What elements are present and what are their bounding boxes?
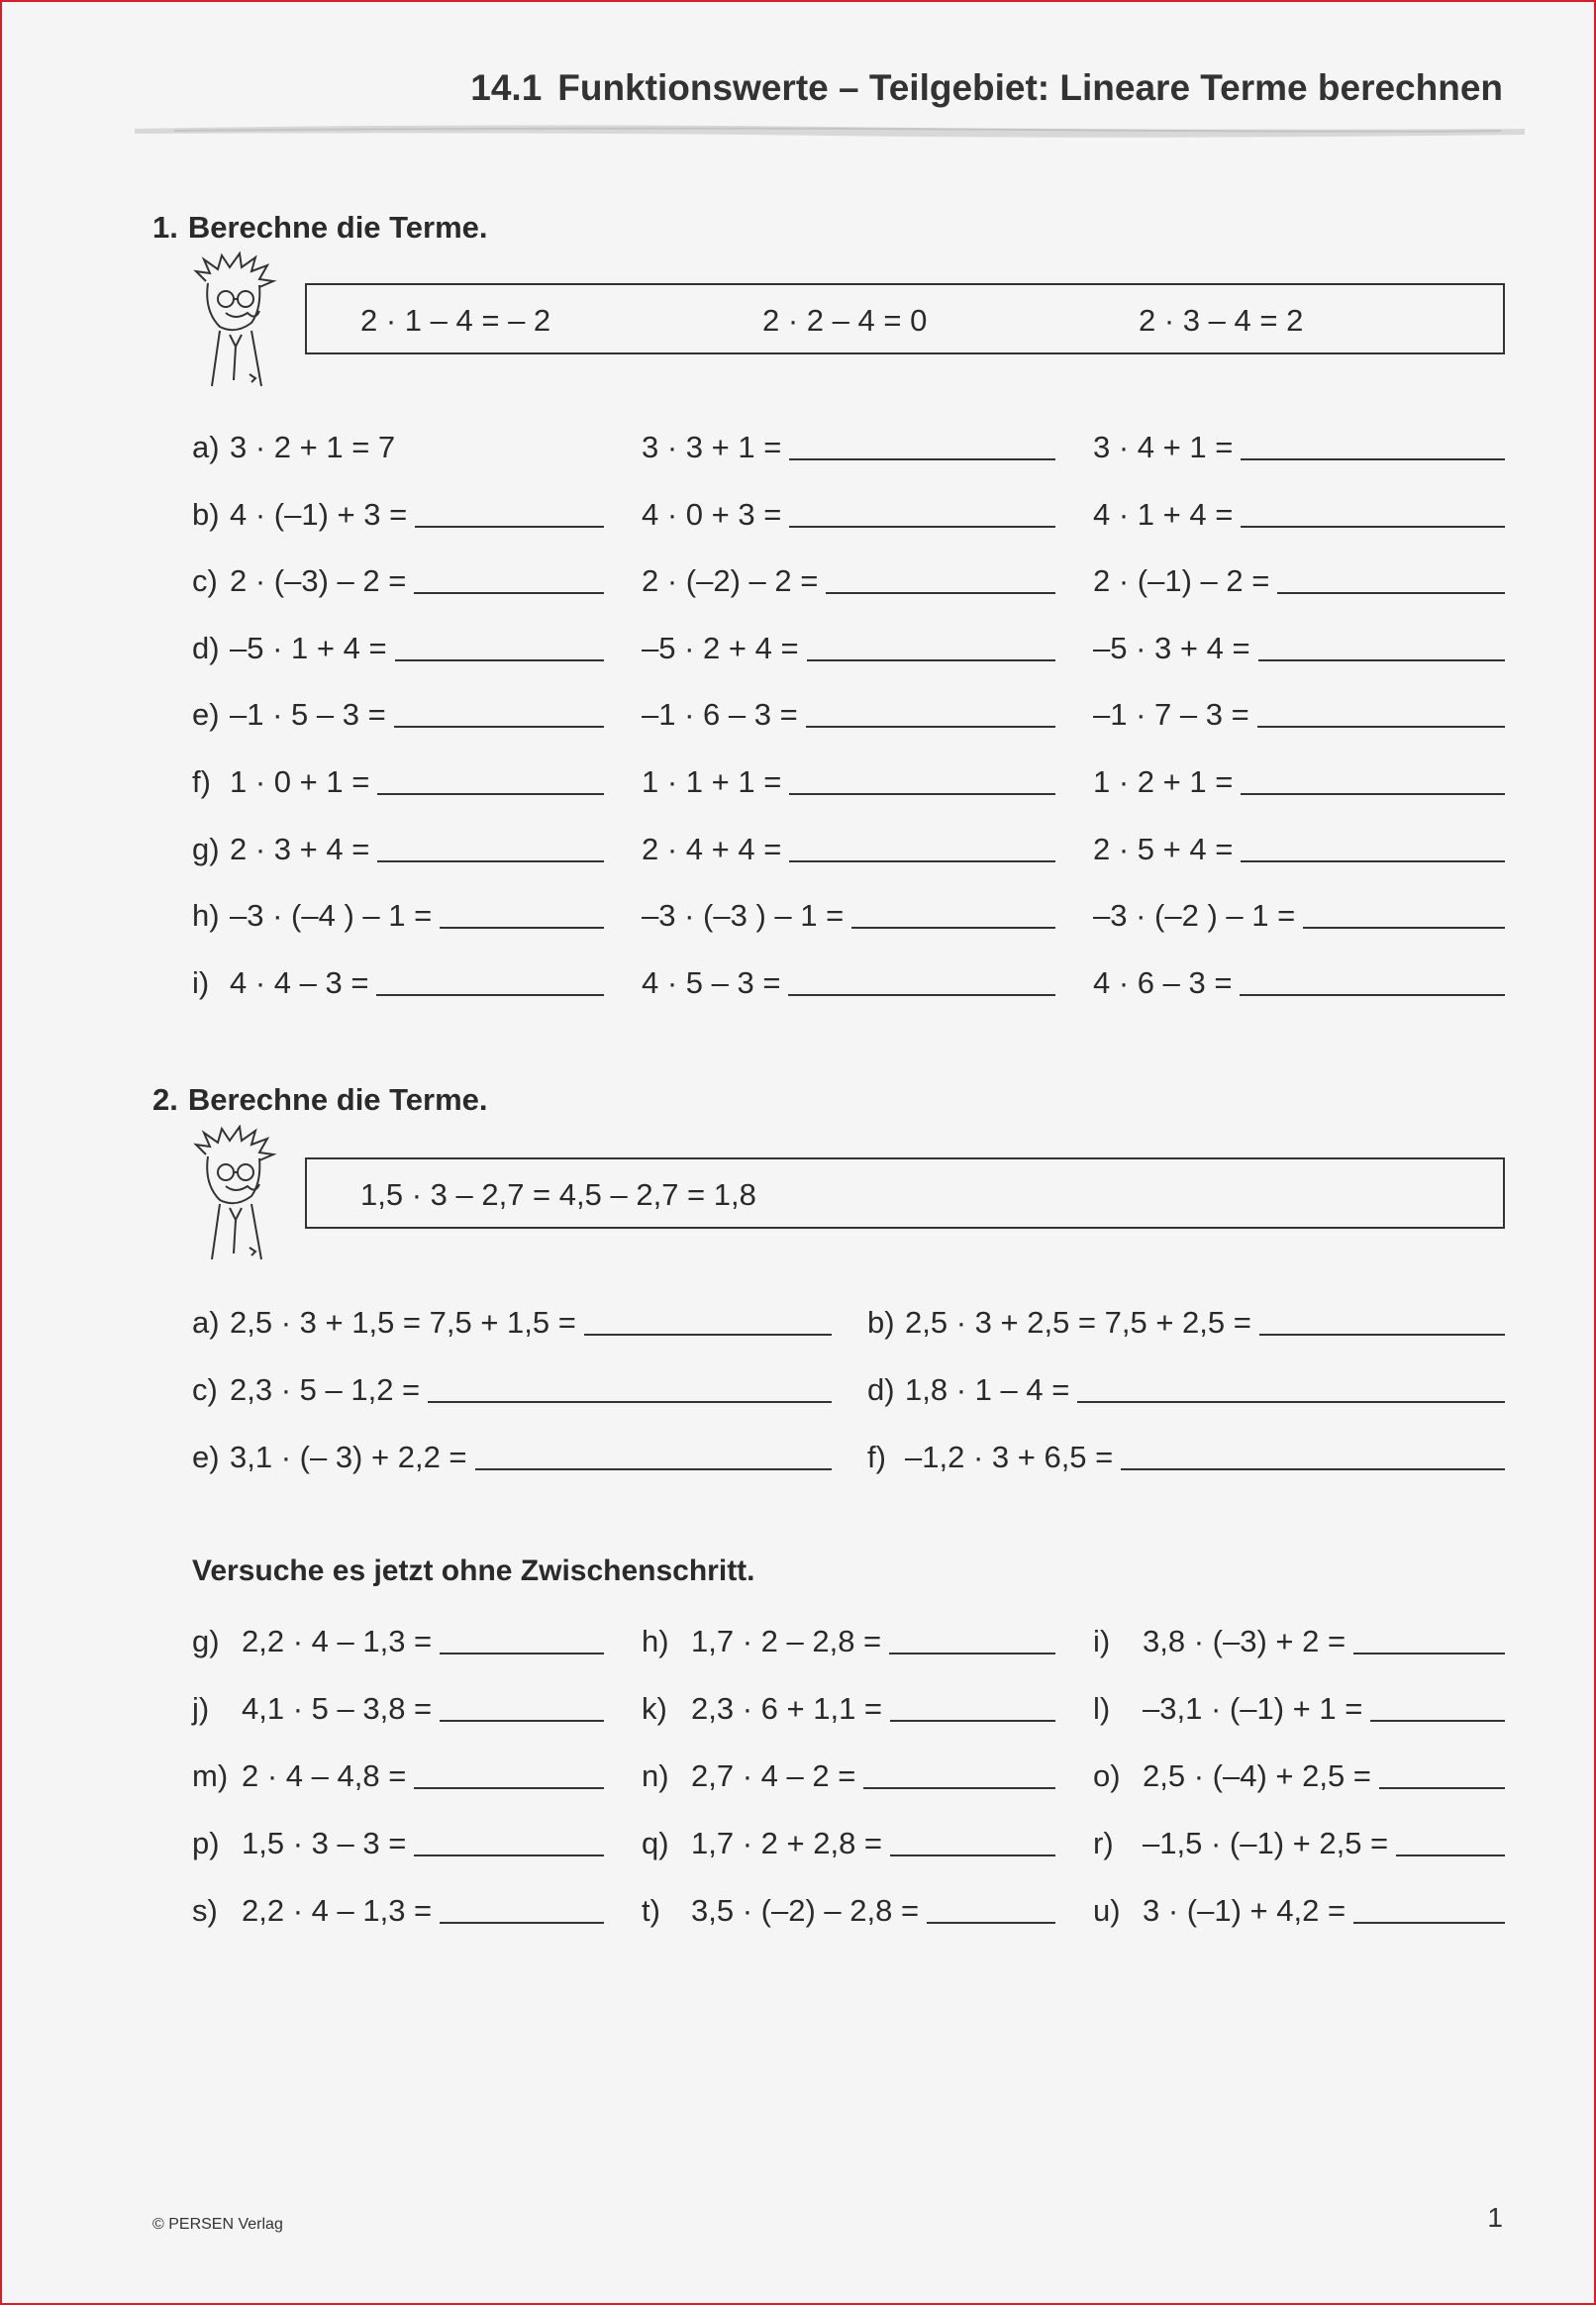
answer-blank[interactable] bbox=[1379, 1786, 1505, 1789]
exercise-label: g) bbox=[192, 831, 220, 866]
answer-blank[interactable] bbox=[1240, 993, 1505, 996]
answer-blank[interactable] bbox=[1370, 1719, 1505, 1722]
exercise-term: 1,8 · 1 – 4 = bbox=[905, 1372, 1070, 1407]
exercise-term: 3,1 · (– 3) + 2,2 = bbox=[230, 1440, 467, 1474]
exercise-term: 2,5 · 3 + 2,5 = 7,5 + 2,5 = bbox=[905, 1305, 1251, 1340]
exercise-1-8-0 bbox=[192, 961, 604, 1001]
exercise-3-2-1 bbox=[642, 1754, 1055, 1794]
exercise-term: 2 · (–1) – 2 = bbox=[1093, 563, 1270, 599]
section-number: 14.1 bbox=[470, 67, 543, 108]
example-box-1 bbox=[305, 283, 1505, 354]
exercise-term: 2,2 · 4 – 1,3 = bbox=[242, 1624, 433, 1658]
exercise-3-1-1 bbox=[642, 1687, 1055, 1727]
answer-blank[interactable] bbox=[1241, 457, 1505, 460]
answer-blank[interactable] bbox=[377, 859, 604, 862]
exercise-term: 2 · (–3) – 2 = bbox=[230, 563, 407, 599]
exercise-term: 1,7 · 2 + 2,8 = bbox=[691, 1826, 883, 1860]
exercise-label: g) bbox=[192, 1624, 220, 1658]
exercise-term: 2 · 4 + 4 = bbox=[642, 831, 782, 866]
exercise-term: 3 · 2 + 1 = 7 bbox=[230, 430, 396, 464]
answer-blank[interactable] bbox=[414, 591, 604, 594]
exercise-term: 3,8 · (–3) + 2 = bbox=[1143, 1624, 1347, 1658]
exercise-label: f) bbox=[192, 764, 211, 799]
exercise-1-3-2 bbox=[1093, 627, 1505, 666]
answer-blank[interactable] bbox=[395, 658, 604, 661]
exercise-label: s) bbox=[192, 1893, 218, 1928]
exercise-1-4-2 bbox=[1093, 693, 1505, 733]
exercise-1-7-2 bbox=[1093, 894, 1505, 934]
exercise-1-8-2 bbox=[1093, 961, 1505, 1001]
exercise-1-1-2 bbox=[1093, 493, 1505, 533]
exercise-label: k) bbox=[642, 1691, 667, 1726]
answer-blank[interactable] bbox=[789, 457, 1055, 460]
example-1b: 2 · 2 – 4 = 0 bbox=[762, 303, 928, 338]
exercise-label: b) bbox=[192, 496, 220, 532]
answer-blank[interactable] bbox=[789, 792, 1055, 795]
exercise-label: i) bbox=[1093, 1624, 1111, 1658]
exercise-1-5-1 bbox=[642, 760, 1055, 800]
answer-blank[interactable] bbox=[826, 591, 1055, 594]
answer-blank[interactable] bbox=[1257, 725, 1505, 728]
exercise-label: h) bbox=[642, 1624, 669, 1658]
answer-blank[interactable] bbox=[789, 525, 1055, 528]
answer-blank[interactable] bbox=[889, 1652, 1055, 1654]
answer-blank[interactable] bbox=[428, 1400, 832, 1403]
exercise-3-0-1 bbox=[642, 1620, 1055, 1659]
exercise-2-0-0 bbox=[192, 1301, 832, 1341]
answer-blank[interactable] bbox=[1396, 1854, 1505, 1856]
exercise-1-7-0 bbox=[192, 894, 604, 934]
answer-blank[interactable] bbox=[584, 1333, 832, 1336]
exercise-term: 2,7 · 4 – 2 = bbox=[691, 1758, 856, 1793]
answer-blank[interactable] bbox=[475, 1467, 832, 1470]
exercise-3-0-0 bbox=[192, 1620, 604, 1659]
exercise-1-6-2 bbox=[1093, 828, 1505, 867]
exercise-term: –3,1 · (–1) + 1 = bbox=[1143, 1691, 1363, 1726]
exercise-label: d) bbox=[192, 630, 220, 665]
exercise-1-3-1 bbox=[642, 627, 1055, 666]
exercise-3-4-2 bbox=[1093, 1889, 1505, 1929]
exercise-label: t) bbox=[642, 1893, 660, 1928]
exercise-1-8-1 bbox=[642, 961, 1055, 1001]
exercise-1-3-0 bbox=[192, 627, 604, 666]
exercise-term: 2,5 · 3 + 1,5 = 7,5 + 1,5 = bbox=[230, 1305, 576, 1340]
exercise-term: 1 · 0 + 1 = bbox=[230, 764, 370, 799]
answer-blank[interactable] bbox=[1241, 792, 1505, 795]
answer-blank[interactable] bbox=[1277, 591, 1505, 594]
example-1a: 2 · 1 – 4 = – 2 bbox=[360, 303, 551, 338]
exercise-term: 2,5 · (–4) + 2,5 = bbox=[1143, 1758, 1371, 1793]
exercise-term: 4 · 4 – 3 = bbox=[230, 964, 369, 1000]
answer-blank[interactable] bbox=[1241, 859, 1505, 862]
exercise-label: d) bbox=[867, 1372, 895, 1407]
answer-blank[interactable] bbox=[414, 1786, 604, 1789]
exercise-label: i) bbox=[192, 964, 210, 1000]
page-header bbox=[470, 67, 1503, 109]
exercise-2-1-0 bbox=[192, 1368, 832, 1408]
exercise-3-4-0 bbox=[192, 1889, 604, 1929]
exercise-3-2-0 bbox=[192, 1754, 604, 1794]
answer-blank[interactable] bbox=[863, 1786, 1055, 1789]
exercise-term: 2 · 5 + 4 = bbox=[1093, 831, 1234, 866]
exercise-term: 1,5 · 3 – 3 = bbox=[242, 1826, 407, 1860]
example-box-2 bbox=[305, 1157, 1505, 1229]
exercise-label: a) bbox=[192, 1305, 220, 1340]
exercise-term: 1 · 1 + 1 = bbox=[642, 764, 782, 799]
exercise-term: 4 · 5 – 3 = bbox=[642, 964, 781, 1000]
exercise-3-3-1 bbox=[642, 1822, 1055, 1861]
exercise-term: –3 · (–3 ) – 1 = bbox=[642, 898, 845, 934]
answer-blank[interactable] bbox=[806, 725, 1055, 728]
exercise-term: –1,5 · (–1) + 2,5 = bbox=[1143, 1826, 1389, 1860]
task1-title: 1. Berechne die Terme. bbox=[152, 210, 488, 245]
exercise-2-1-1 bbox=[867, 1368, 1505, 1408]
answer-blank[interactable] bbox=[394, 725, 604, 728]
exercise-3-3-2 bbox=[1093, 1822, 1505, 1861]
exercise-term: 2,3 · 6 + 1,1 = bbox=[691, 1691, 883, 1726]
answer-blank[interactable] bbox=[440, 1921, 604, 1924]
exercise-1-4-1 bbox=[642, 693, 1055, 733]
copyright: © PERSEN Verlag bbox=[152, 2216, 283, 2233]
exercise-term: –1 · 6 – 3 = bbox=[642, 697, 798, 733]
exercise-1-5-0 bbox=[192, 760, 604, 800]
answer-blank[interactable] bbox=[1303, 926, 1505, 929]
exercise-term: –1 · 5 – 3 = bbox=[230, 697, 386, 733]
answer-blank[interactable] bbox=[890, 1719, 1055, 1722]
answer-blank[interactable] bbox=[1353, 1652, 1505, 1654]
exercise-3-1-0 bbox=[192, 1687, 604, 1727]
exercise-3-4-1 bbox=[642, 1889, 1055, 1929]
exercise-term: 2 · 3 + 4 = bbox=[230, 831, 370, 866]
answer-blank[interactable] bbox=[440, 1719, 604, 1722]
exercise-label: a) bbox=[192, 430, 220, 464]
exercise-label: c) bbox=[192, 1372, 218, 1407]
exercise-term: –3 · (–2 ) – 1 = bbox=[1093, 898, 1296, 934]
answer-blank[interactable] bbox=[789, 859, 1055, 862]
answer-blank[interactable] bbox=[440, 926, 604, 929]
answer-blank[interactable] bbox=[851, 926, 1055, 929]
answer-blank[interactable] bbox=[1121, 1467, 1505, 1470]
exercise-term: 4 · 0 + 3 = bbox=[642, 496, 782, 532]
exercise-term: 3,5 · (–2) – 2,8 = bbox=[691, 1893, 920, 1928]
exercise-2-2-1 bbox=[867, 1436, 1505, 1475]
exercise-label: o) bbox=[1093, 1758, 1121, 1793]
exercise-1-5-2 bbox=[1093, 760, 1505, 800]
exercise-term: 2 · (–2) – 2 = bbox=[642, 563, 819, 599]
header-brush-stroke bbox=[135, 121, 1525, 141]
exercise-label: j) bbox=[192, 1691, 210, 1726]
exercise-term: 2,3 · 5 – 1,2 = bbox=[230, 1372, 421, 1407]
task2-title: 2. Berechne die Terme. bbox=[152, 1082, 488, 1117]
professor-illustration-2 bbox=[186, 1125, 285, 1263]
page-number: 1 bbox=[1487, 2202, 1503, 2233]
exercise-label: n) bbox=[642, 1758, 669, 1793]
exercise-1-0-2 bbox=[1093, 426, 1505, 465]
exercise-1-0-0 bbox=[192, 426, 604, 465]
exercise-term: 3 · 3 + 1 = bbox=[642, 430, 782, 464]
exercise-1-0-1 bbox=[642, 426, 1055, 465]
exercise-term: –5 · 1 + 4 = bbox=[230, 630, 387, 665]
exercise-3-3-0 bbox=[192, 1822, 604, 1861]
exercise-term: 2 · 4 – 4,8 = bbox=[242, 1758, 407, 1793]
answer-blank[interactable] bbox=[415, 525, 604, 528]
section-title: Funktionswerte – Teilgebiet: Lineare Terme berechnen bbox=[557, 67, 1503, 108]
exercise-1-6-1 bbox=[642, 828, 1055, 867]
answer-blank[interactable] bbox=[440, 1652, 604, 1654]
exercise-1-2-1 bbox=[642, 559, 1055, 599]
exercise-term: 4 · 1 + 4 = bbox=[1093, 496, 1234, 532]
answer-blank[interactable] bbox=[1241, 525, 1505, 528]
answer-blank[interactable] bbox=[376, 993, 604, 996]
answer-blank[interactable] bbox=[1259, 1333, 1505, 1336]
professor-illustration bbox=[186, 251, 285, 390]
exercise-3-1-2 bbox=[1093, 1687, 1505, 1727]
answer-blank[interactable] bbox=[807, 658, 1055, 661]
answer-blank[interactable] bbox=[890, 1854, 1055, 1856]
answer-blank[interactable] bbox=[1353, 1921, 1505, 1924]
exercise-term: 4 · 6 – 3 = bbox=[1093, 964, 1233, 1000]
exercise-term: –5 · 3 + 4 = bbox=[1093, 630, 1250, 665]
exercise-term: 4,1 · 5 – 3,8 = bbox=[242, 1691, 433, 1726]
exercise-label: c) bbox=[192, 563, 218, 599]
exercise-1-2-0 bbox=[192, 559, 604, 599]
exercise-label: l) bbox=[1093, 1691, 1111, 1726]
exercise-1-6-0 bbox=[192, 828, 604, 867]
exercise-term: 4 · (–1) + 3 = bbox=[230, 496, 408, 532]
answer-blank[interactable] bbox=[377, 792, 604, 795]
exercise-label: e) bbox=[192, 697, 220, 733]
exercise-label: u) bbox=[1093, 1893, 1121, 1928]
answer-blank[interactable] bbox=[414, 1854, 604, 1856]
example-2: 1,5 · 3 – 2,7 = 4,5 – 2,7 = 1,8 bbox=[360, 1177, 756, 1212]
exercise-1-1-0 bbox=[192, 493, 604, 533]
exercise-term: 1 · 2 + 1 = bbox=[1093, 764, 1234, 799]
example-1c: 2 · 3 – 4 = 2 bbox=[1139, 303, 1304, 338]
exercise-label: m) bbox=[192, 1758, 229, 1793]
exercise-3-2-2 bbox=[1093, 1754, 1505, 1794]
exercise-label: p) bbox=[192, 1826, 220, 1860]
answer-blank[interactable] bbox=[1258, 658, 1505, 661]
answer-blank[interactable] bbox=[788, 993, 1055, 996]
exercise-1-7-1 bbox=[642, 894, 1055, 934]
exercise-term: –3 · (–4 ) – 1 = bbox=[230, 898, 433, 934]
exercise-term: –1,2 · 3 + 6,5 = bbox=[905, 1440, 1114, 1474]
answer-blank[interactable] bbox=[927, 1921, 1055, 1924]
exercise-term: –5 · 2 + 4 = bbox=[642, 630, 799, 665]
exercise-1-4-0 bbox=[192, 693, 604, 733]
task2-subtitle: Versuche es jetzt ohne Zwischenschritt. bbox=[192, 1554, 755, 1587]
exercise-label: f) bbox=[867, 1440, 886, 1474]
exercise-1-2-2 bbox=[1093, 559, 1505, 599]
exercise-2-2-0 bbox=[192, 1436, 832, 1475]
exercise-2-0-1 bbox=[867, 1301, 1505, 1341]
exercise-label: h) bbox=[192, 898, 220, 934]
exercise-label: r) bbox=[1093, 1826, 1114, 1860]
exercise-term: 1,7 · 2 – 2,8 = bbox=[691, 1624, 882, 1658]
exercise-label: e) bbox=[192, 1440, 220, 1474]
exercise-term: 3 · (–1) + 4,2 = bbox=[1143, 1893, 1347, 1928]
exercise-term: 2,2 · 4 – 1,3 = bbox=[242, 1893, 433, 1928]
answer-blank[interactable] bbox=[1077, 1400, 1505, 1403]
exercise-label: b) bbox=[867, 1305, 895, 1340]
exercise-3-0-2 bbox=[1093, 1620, 1505, 1659]
exercise-label: q) bbox=[642, 1826, 669, 1860]
exercise-term: 3 · 4 + 1 = bbox=[1093, 430, 1234, 464]
exercise-1-1-1 bbox=[642, 493, 1055, 533]
exercise-term: –1 · 7 – 3 = bbox=[1093, 697, 1249, 733]
